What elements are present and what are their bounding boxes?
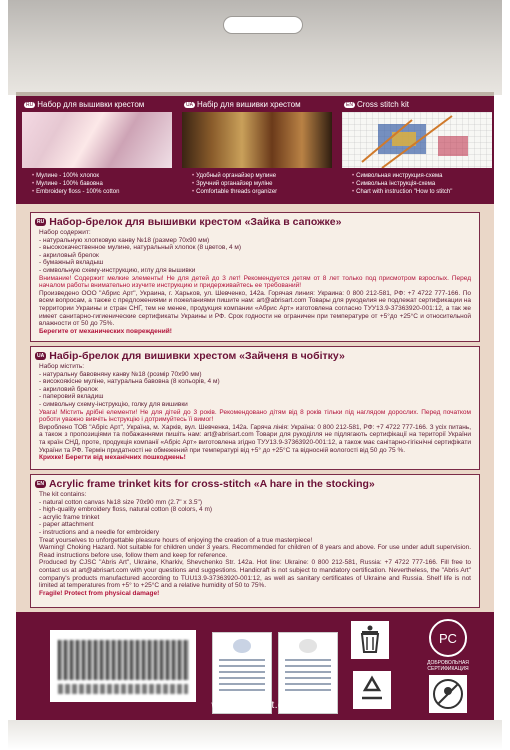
package-bottom <box>8 720 502 750</box>
warning-text: Внимание! Содержит мелкие элементы! Не для детей до 3 лет! Рекомендуется детям от 8 лет только под присмотром взрослых. Перед началом работы внимательно изучите инструкцию и придерживайтесь ее требований! <box>39 274 471 290</box>
lang-badge: EN <box>346 102 353 108</box>
feature-bullets <box>352 172 452 196</box>
section-ua <box>30 346 480 470</box>
contents-label: Набор містить: <box>39 363 85 370</box>
section-title <box>35 478 375 490</box>
bullet-item: • Символьна інструкція-схема <box>352 180 452 188</box>
caution-text: Крихке! Берегти від механічних пошкоджень! <box>39 454 186 462</box>
lang-badge: RU <box>26 102 34 108</box>
contents-label: Набор содержит: <box>39 229 91 236</box>
section-body <box>39 363 471 462</box>
kit-item: - акриловый брелок <box>39 252 471 260</box>
scheme-photo <box>342 112 492 168</box>
producer-text: Produced by CJSC "Abris Art", Ukraine, Kharkiv, Shevchenko Str. 142a. Hot line: Ukraine: 0 800 212-581, Russia: +7 4722 777-166. Fill free to contact us at art@abrisart.com with your questions and suggestions. Handicraft is not subject to mandatory certification. Nevertheless, the "Abris Art" company's products manufactured according to TUU13.9-37363920-001:12, as well as sanitary certificates of Ukraine and Russia. Shelf life is not limited at temperatures from +5° to +25°C and a relative humidity of 50 to 75%. <box>39 559 471 590</box>
kit-item: - instructions and a needle for embroidery <box>39 529 471 537</box>
section-title-text: Acrylic frame trinket kits for cross-stitch «A hare in the stocking» <box>48 478 375 490</box>
treat-text: Treat yourselves to unforgettable pleasure hours of enjoying the creation of a true masterpiece! <box>39 536 313 544</box>
kit-item: - символьну схему-інструкцію, голку для вишивки <box>39 401 471 409</box>
barcode <box>50 630 196 702</box>
kit-item: - high-quality embroidery floss, natural cotton (8 colors, 4 m) <box>39 506 471 514</box>
section-title <box>35 216 342 228</box>
kit-item: - natural cotton canvas №18 size 70х90 mm (2.7" x 3.5") <box>39 499 471 507</box>
kit-item: - високоякісне муліне, натуральна бавовна (8 кольорів, 4 м) <box>39 378 471 386</box>
panel-title-text: Набір для вишивки хрестом <box>196 100 301 109</box>
package-hanger-area <box>8 0 502 95</box>
seal-icon <box>299 639 317 653</box>
feature-band <box>16 96 494 204</box>
certification-mark-icon <box>428 618 468 658</box>
lang-badge: UA <box>186 102 193 108</box>
feature-panel-title <box>24 100 144 110</box>
bullet-item: • Удобный органайзер мулине <box>192 172 277 180</box>
lang-badge: EN <box>37 481 44 487</box>
feature-bullets <box>192 172 277 196</box>
bullet-item: • Зручний органайзер муліне <box>192 180 277 188</box>
kit-item: - акриловий брелок <box>39 386 471 394</box>
scheme-grid-icon <box>342 112 492 168</box>
feature-panel-ua <box>178 96 334 204</box>
trash-bin-icon <box>350 620 390 660</box>
hang-hole <box>223 16 303 34</box>
svg-text:РС: РС <box>439 631 457 646</box>
barcode-bars <box>58 640 188 680</box>
section-title-text: Набор-брелок для вышивки крестом «Зайка в сапожке» <box>49 216 342 228</box>
kit-item: - паперовий вкладиш <box>39 393 471 401</box>
section-en <box>30 474 480 608</box>
feature-panel-title <box>184 100 301 110</box>
panel-title-text: Cross stitch kit <box>356 100 409 109</box>
producer-text: Вироблено ТОВ "Абріс Арт", Україна, м. Харків, вул. Шевченка, 142а. Гаряча лінія: Україна: 0 800 212-581, РФ: +7 4722 777-166. З усіх питань, а також з пропозиціями та побажаннями пишіть нам: art@abrisart.com Товари для рукоділля не підлягають сертифікації на території України та країн СНД, проте, продукція компанії «Абріс Арт» виготовлена згідно ТУУ13.9-37363920-001:12, а також має санітарно-гігієнічні сертифікати України та РФ. Термін придатності не обмежений при температурі від +5° до +25°С та відносній вологості від 50 до 75 %. <box>39 423 471 454</box>
feature-panel-title <box>344 100 409 110</box>
section-ru <box>30 212 480 342</box>
section-title <box>35 350 345 362</box>
bullet-item: • Chart with instruction "How to stitch" <box>352 188 452 196</box>
kit-item: - символьную схему-инструкцию, иглу для вышивки <box>39 267 471 275</box>
producer-text: Произведено ООО "Абрис Арт", Украина, г. Харьков, ул. Шевченко, 142а. Горячая линия: Украина: 0 800 212-581, РФ: +7 4722 777-166. По всем вопросам, а также с предложениями и пожеланиями пишите нам: art@abrisart.com Товары для рукоделия не подлежат сертификации на территории Украины и стран СНГ, тем не менее, продукция компании «Абрис Арт» изготовлена согласно ТУУ13.9-37363920-001:12, а так же имеет санитарно-гигиенические сертификаты Украины и РФ. Срок годности не ограничен при температуре от +5°до +25°С и относительной влажности от 50 до 75%. <box>39 289 471 328</box>
kit-item: - бумажный вкладыш <box>39 259 471 267</box>
kit-item: - paper attachment <box>39 521 471 529</box>
barcode-number <box>58 684 188 694</box>
bullet-item: • Мулине - 100% хлопок <box>32 172 119 180</box>
threads-photo <box>22 112 172 168</box>
section-body <box>39 491 471 597</box>
kit-item: - натуральную хлопковую канву №18 (размер 70х90 мм) <box>39 237 471 245</box>
bullet-item: • Символьная инструкция-схема <box>352 172 452 180</box>
caution-text: Берегите от механических повреждений! <box>39 327 172 335</box>
panel-title-text: Набор для вышивки крестом <box>37 100 145 109</box>
seal-icon <box>233 639 251 653</box>
caution-text: Fragile! Protect from physical damage! <box>39 589 160 597</box>
section-body <box>39 229 471 335</box>
website-link[interactable]: www.abrisart.com <box>211 700 299 711</box>
kit-item: - натуральну бавовняну канву №18 (розмір 70х90 мм) <box>39 371 471 379</box>
kit-item: - acrylic frame trinket <box>39 514 471 522</box>
bullet-item: • Embroidery floss - 100% cotton <box>32 188 119 196</box>
bullet-item: • Мулине - 100% бавовна <box>32 180 119 188</box>
contents-label: The kit contains: <box>39 491 87 498</box>
section-title-text: Набір-брелок для вишивки хрестом «Зайченя в чобітку» <box>49 350 345 362</box>
warning-text: Увага! Містить дрібні елементи! Не для дітей до 3 років. Рекомендовано дітям від 8 років тільки під наглядом дорослих. Перед початком роботи уважно вивчіть інструкцію і дотримуйтесь її вимог! <box>39 408 471 424</box>
kit-item: - высококачественное мулине, натуральный хлопок (8 цветов, 4 м) <box>39 244 471 252</box>
lang-badge: UA <box>37 353 45 359</box>
organizer-photo <box>182 112 332 168</box>
certification-label: ДОБРОВОЛЬНАЯ СЕРТИФИКАЦИЯ <box>427 660 469 672</box>
feature-panel-en <box>338 96 494 204</box>
lang-badge: RU <box>37 219 45 225</box>
bullet-item: • Comfortable threads organizer <box>192 188 277 196</box>
warning-text: Warning! Choking Hazard. Not suitable for children under 3 years. Recommended for children of 8 years and above. For use under adult supervision. Read instructions before use, follow them and keep for reference. <box>39 544 471 559</box>
feature-bullets <box>32 172 119 196</box>
feature-panel-ru <box>18 96 174 204</box>
